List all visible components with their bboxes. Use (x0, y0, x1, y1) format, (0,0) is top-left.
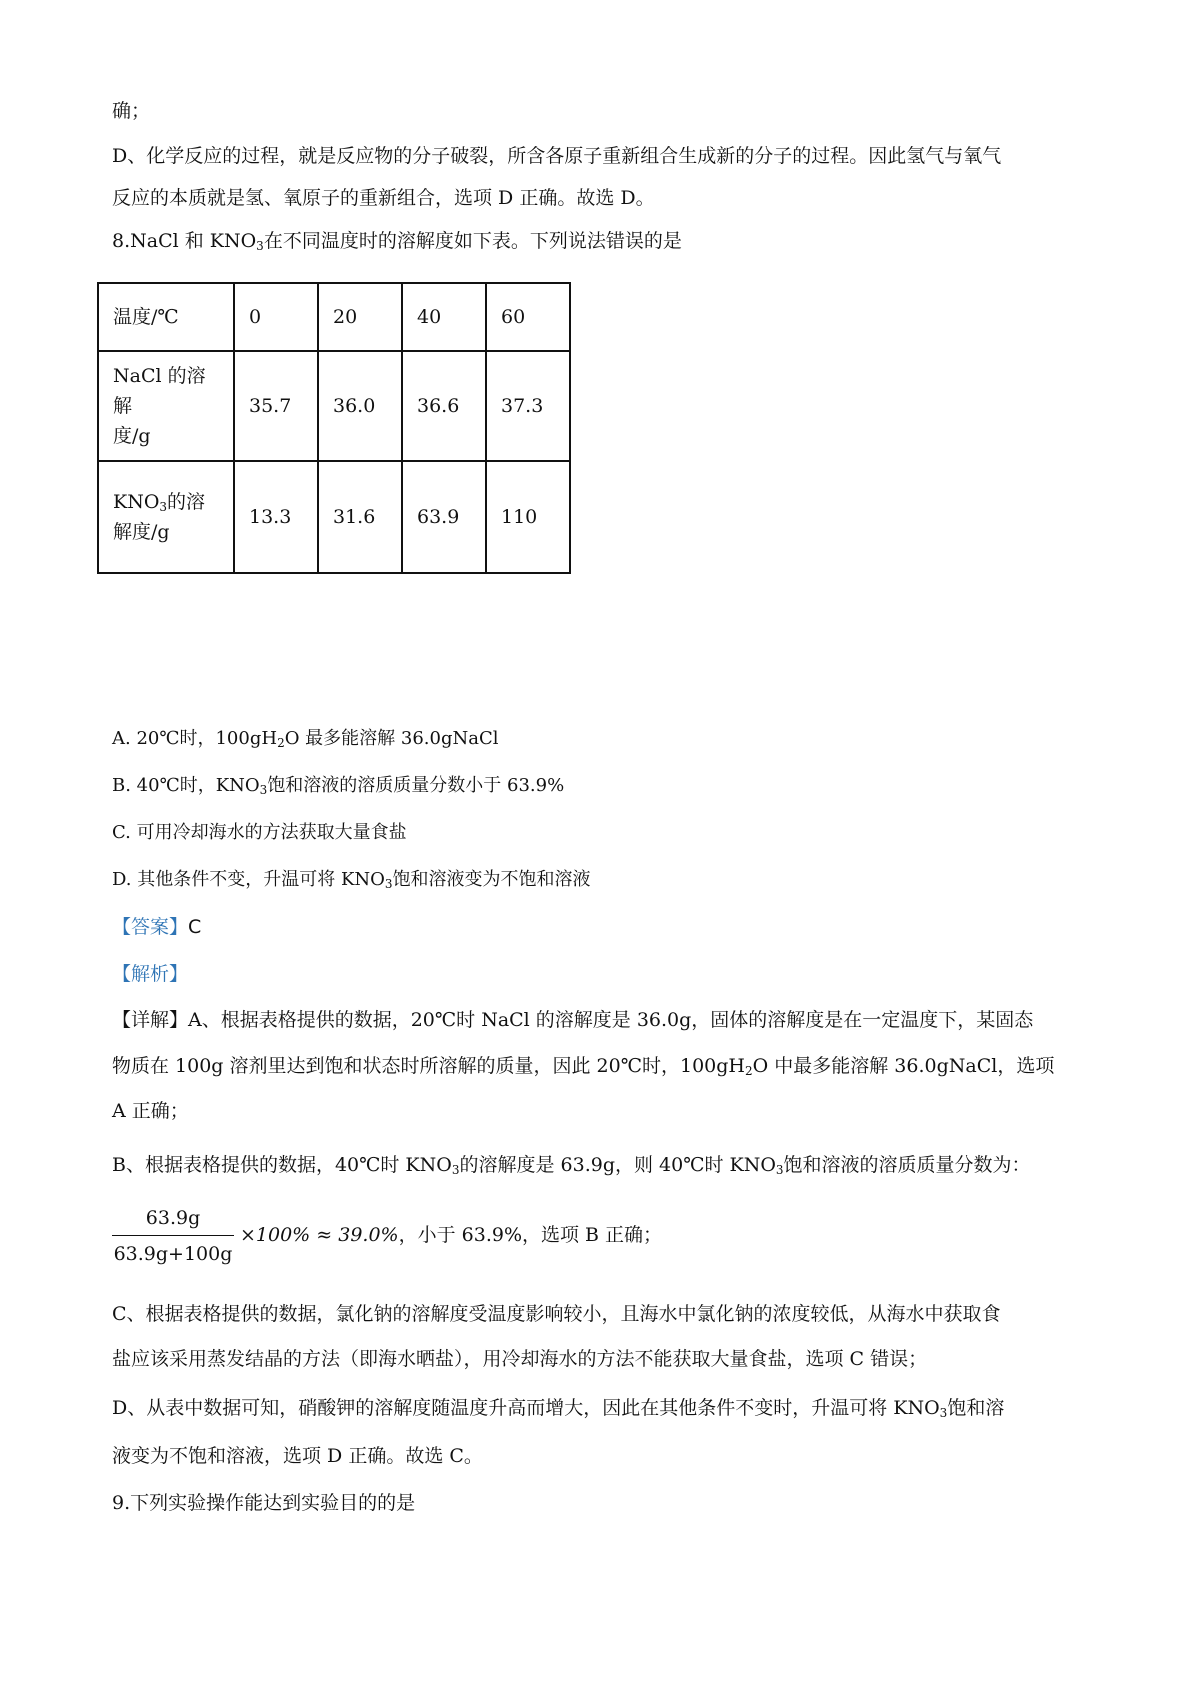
fraction-tail (240, 1222, 662, 1248)
option-d-pre: D. 其他条件不变，升温可将 KNO (112, 869, 385, 890)
detail-d-pre: D、从表中数据可知，硝酸钾的溶解度随温度升高而增大，因此在其他条件不变时，升温可将 KNO (112, 1397, 940, 1419)
detail-b-line1 (112, 1152, 1031, 1178)
option-d-post: 饱和溶液变为不饱和溶液 (392, 869, 591, 890)
table-cell: 31.6 (318, 461, 402, 573)
detail-d-post: 饱和溶 (947, 1397, 1005, 1419)
detail-a-line2-pre: 物质在 100g 溶剂里达到饱和状态时所溶解的质量，因此 20℃时，100gH (112, 1055, 745, 1077)
prev-answer-tail: 确； (112, 100, 151, 122)
answer-value: C (188, 916, 202, 938)
detail-b-sub2: 3 (775, 1163, 784, 1177)
fraction-denominator: 63.9g+100g (113, 1243, 233, 1265)
kno3-label-line2: 解度/g (113, 521, 170, 543)
table-row-temperature (98, 283, 570, 351)
table-cell-kno3-label (98, 461, 234, 573)
kno3-label-pre: KNO (113, 491, 160, 513)
option-a (112, 726, 499, 752)
stem-pre: 8.NaCl 和 KNO (112, 230, 257, 252)
detail-b-mid: 的溶解度是 63.9g，则 40℃时 KNO (459, 1154, 776, 1176)
nacl-label-line2: 度/g (113, 425, 151, 447)
fraction-tail-math: ×100% ≈ 39.0% (240, 1224, 399, 1246)
table-cell: 35.7 (234, 351, 318, 461)
detail-a-line2-post: O 中最多能溶解 36.0gNaCl，选项 (752, 1055, 1055, 1077)
option-a-sub: 2 (277, 736, 285, 750)
detail-a-line1: 【详解】A、根据表格提供的数据，20℃时 NaCl 的溶解度是 36.0g，固体的溶解度是在一定温度下，某固态 (112, 1009, 1034, 1031)
kno3-label-post: 的溶 (167, 491, 206, 513)
option-a-post: O 最多能溶解 36.0gNaCl (284, 728, 499, 749)
option-b-post: 饱和溶液的溶质质量分数小于 63.9% (267, 775, 565, 796)
analysis-label: 【解析】 (112, 963, 189, 985)
detail-c-line2: 盐应该采用蒸发结晶的方法（即海水晒盐），用冷却海水的方法不能获取大量食盐，选项 C 错误； (112, 1348, 928, 1370)
kno3-label-sub: 3 (159, 500, 168, 514)
fraction-bar (112, 1235, 234, 1236)
table-cell: 110 (486, 461, 570, 573)
question-9-stem: 9.下列实验操作能达到实验目的的是 (112, 1492, 416, 1514)
question-8-stem (112, 228, 682, 254)
table-cell: 20 (318, 283, 402, 351)
detail-b-post: 饱和溶液的溶质质量分数为： (783, 1154, 1031, 1176)
table-cell: 13.3 (234, 461, 318, 573)
table-cell-nacl-label (98, 351, 234, 461)
detail-b-sub: 3 (451, 1163, 460, 1177)
nacl-label-line1: NaCl 的溶解 (113, 365, 206, 417)
detail-d-line2: 液变为不饱和溶液，选项 D 正确。故选 C。 (112, 1445, 483, 1467)
table-cell: 36.6 (402, 351, 486, 461)
detail-d-line1 (112, 1395, 1004, 1421)
option-b (112, 773, 564, 799)
detail-c-line1: C、根据表格提供的数据，氯化钠的溶解度受温度影响较小，且海水中氯化钠的浓度较低，从海水中获取食 (112, 1303, 1001, 1325)
table-cell: 63.9 (402, 461, 486, 573)
option-b-pre: B. 40℃时，KNO (112, 775, 260, 796)
fraction-numerator: 63.9g (145, 1207, 201, 1229)
table-cell: 0 (234, 283, 318, 351)
prev-option-d-line2: 反应的本质就是氢、氧原子的重新组合，选项 D 正确。故选 D。 (112, 187, 655, 209)
option-d-sub: 3 (384, 877, 393, 891)
stem-post: 在不同温度时的溶解度如下表。下列说法错误的是 (263, 230, 682, 252)
table-row-nacl (98, 351, 570, 461)
detail-d-sub: 3 (939, 1406, 948, 1420)
table-cell: 60 (486, 283, 570, 351)
table-row-kno3 (98, 461, 570, 573)
fraction-tail-text: ，小于 63.9%，选项 B 正确； (398, 1224, 663, 1246)
table-cell: 36.0 (318, 351, 402, 461)
prev-option-d-line1: D、化学反应的过程，就是反应物的分子破裂，所含各原子重新组合生成新的分子的过程。因此氢气与氧气 (112, 145, 1002, 167)
fraction-expression (112, 1205, 234, 1267)
detail-a-line2 (112, 1053, 1054, 1079)
option-d (112, 867, 591, 893)
detail-a-line2-sub: 2 (744, 1064, 753, 1078)
detail-b-pre: B、根据表格提供的数据，40℃时 KNO (112, 1154, 452, 1176)
table-cell: 37.3 (486, 351, 570, 461)
stem-sub: 3 (256, 239, 264, 253)
option-a-pre: A. 20℃时，100gH (112, 728, 278, 749)
answer-line (112, 914, 201, 940)
answer-label: 【答案】 (112, 916, 189, 938)
detail-a-line3: A 正确； (112, 1100, 189, 1122)
table-cell: 40 (402, 283, 486, 351)
option-c: C. 可用冷却海水的方法获取大量食盐 (112, 822, 407, 843)
table-cell: 温度/℃ (98, 283, 234, 351)
solubility-table (97, 282, 571, 574)
option-b-sub: 3 (259, 783, 268, 797)
